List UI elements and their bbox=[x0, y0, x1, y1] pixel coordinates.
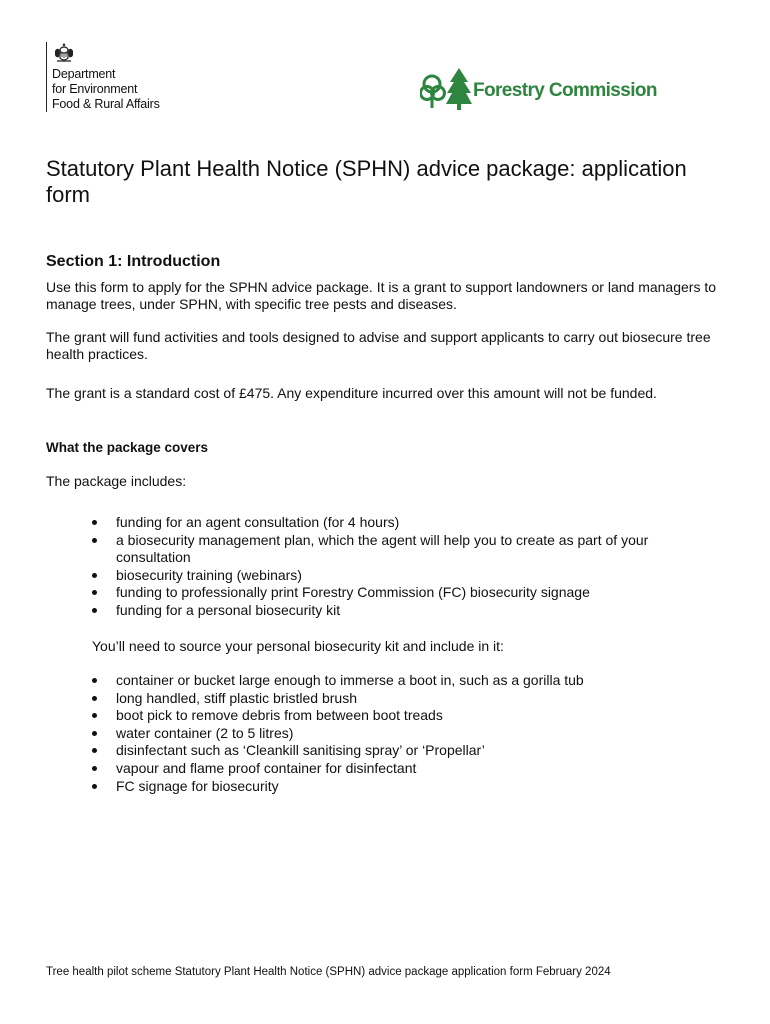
list-item: FC signage for biosecurity bbox=[92, 778, 712, 796]
list-item: funding to professionally print Forestry Commission (FC) biosecurity signage bbox=[92, 584, 712, 602]
package-includes-list bbox=[92, 514, 712, 620]
list-item: disinfectant such as ‘Cleankill sanitising spray’ or ‘Propellar’ bbox=[92, 742, 712, 760]
list-item: a biosecurity management plan, which the agent will help you to create as part of your consultation bbox=[92, 532, 712, 567]
list-item: funding for an agent consultation (for 4 hours) bbox=[92, 514, 712, 532]
list-item: vapour and flame proof container for disinfectant bbox=[92, 760, 712, 778]
defra-logo-text bbox=[52, 67, 160, 112]
list-item: biosecurity training (webinars) bbox=[92, 567, 712, 585]
list-item: long handled, stiff plastic bristled brush bbox=[92, 690, 712, 708]
logo-divider bbox=[46, 42, 47, 112]
forestry-commission-name: Forestry Commission bbox=[473, 80, 657, 101]
royal-crest-icon bbox=[52, 42, 76, 64]
defra-logo-line: Department bbox=[52, 67, 116, 81]
page-title: Statutory Plant Health Notice (SPHN) advice package: application form bbox=[46, 156, 687, 207]
forestry-commission-logo bbox=[420, 66, 680, 112]
kit-items-list bbox=[92, 672, 712, 795]
defra-logo bbox=[46, 42, 196, 112]
tree-icon bbox=[420, 66, 472, 112]
defra-logo-line: for Environment bbox=[52, 82, 138, 96]
defra-logo-line: Food & Rural Affairs bbox=[52, 97, 160, 111]
list-item: container or bucket large enough to immerse a boot in, such as a gorilla tub bbox=[92, 672, 712, 690]
list-item: water container (2 to 5 litres) bbox=[92, 725, 712, 743]
list-item: boot pick to remove debris from between boot treads bbox=[92, 707, 712, 725]
package-covers-heading: What the package covers bbox=[46, 440, 209, 455]
grant-purpose-paragraph: The grant will fund activities and tools designed to advise and support applicants to carry out biosecure tree health practices. bbox=[46, 329, 711, 362]
kit-intro: You’ll need to source your personal biosecurity kit and include in it: bbox=[92, 638, 504, 654]
intro-paragraph: Use this form to apply for the SPHN advice package. It is a grant to support landowners or land managers to manage trees, under SPHN, with specific tree pests and diseases. bbox=[46, 279, 717, 312]
package-includes-intro: The package includes: bbox=[46, 473, 187, 489]
list-item: funding for a personal biosecurity kit bbox=[92, 602, 712, 620]
section-heading: Section 1: Introduction bbox=[46, 253, 221, 270]
grant-cost-paragraph: The grant is a standard cost of £475. Any expenditure incurred over this amount will not be funded. bbox=[46, 385, 657, 401]
page-footer: Tree health pilot scheme Statutory Plant Health Notice (SPHN) advice package application form February 2024 bbox=[46, 966, 611, 978]
